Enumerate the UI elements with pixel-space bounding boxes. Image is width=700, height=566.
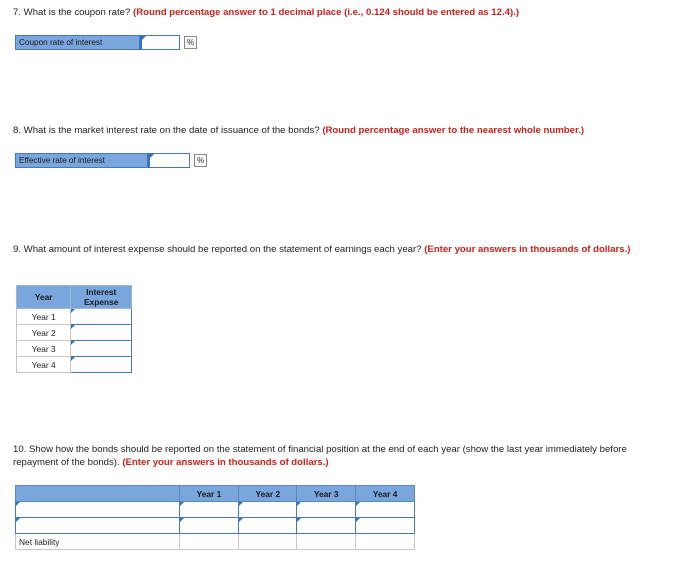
input-marker-icon <box>71 309 75 313</box>
year-label: Year 4 <box>17 357 71 373</box>
effective-rate-row <box>15 153 207 168</box>
coupon-rate-input[interactable] <box>140 35 180 50</box>
net-liability-value <box>297 534 356 550</box>
interest-expense-input[interactable] <box>71 309 132 325</box>
question-9-text: 9. What amount of interest expense should be reported on the statement of earnings each year? <box>13 244 425 255</box>
interest-expense-input[interactable] <box>71 357 132 373</box>
table-row <box>16 502 415 518</box>
coupon-rate-unit: % <box>184 36 197 49</box>
col-header-interest-expense: Interest Expense <box>71 286 132 309</box>
input-marker-icon <box>150 154 154 158</box>
coupon-rate-row <box>15 35 197 50</box>
input-marker-icon <box>71 341 75 345</box>
table-row <box>17 357 132 373</box>
net-liability-value <box>356 534 415 550</box>
col-header-year: Year <box>17 286 71 309</box>
input-marker-icon <box>356 518 360 522</box>
interest-expense-input[interactable] <box>71 341 132 357</box>
input-marker-icon <box>71 325 75 329</box>
value-input[interactable] <box>239 502 297 518</box>
row-label-input[interactable] <box>16 502 180 518</box>
input-marker-icon <box>180 502 184 506</box>
col-header-blank <box>16 486 180 502</box>
question-10 <box>13 443 643 469</box>
input-marker-icon <box>239 518 243 522</box>
year-label: Year 2 <box>17 325 71 341</box>
net-liability-value <box>179 534 239 550</box>
question-7-hint: (Round percentage answer to 1 decimal place (i.e., 0.124 should be entered as 12.4).) <box>133 7 520 18</box>
input-marker-icon <box>16 518 20 522</box>
question-9 <box>13 243 663 256</box>
question-9-hint: (Enter your answers in thousands of dollars.) <box>424 244 631 255</box>
table-row <box>16 534 415 550</box>
table-row <box>17 309 132 325</box>
table-row <box>16 518 415 534</box>
value-input[interactable] <box>179 502 239 518</box>
input-marker-icon <box>297 502 301 506</box>
input-marker-icon <box>180 518 184 522</box>
interest-expense-table <box>16 285 132 373</box>
value-input[interactable] <box>297 502 356 518</box>
col-header-year-1: Year 1 <box>179 486 239 502</box>
input-marker-icon <box>239 502 243 506</box>
year-label: Year 3 <box>17 341 71 357</box>
effective-rate-label: Effective rate of interest <box>15 153 148 168</box>
net-liability-value <box>239 534 297 550</box>
input-marker-icon <box>71 357 75 361</box>
question-8-text: 8. What is the market interest rate on the date of issuance of the bonds? <box>13 125 323 136</box>
year-label: Year 1 <box>17 309 71 325</box>
question-8 <box>13 124 584 137</box>
col-header-year-3: Year 3 <box>297 486 356 502</box>
question-7-text: 7. What is the coupon rate? <box>13 7 133 18</box>
value-input[interactable] <box>297 518 356 534</box>
table-row <box>17 325 132 341</box>
value-input[interactable] <box>356 502 415 518</box>
question-7 <box>13 6 519 19</box>
financial-position-table <box>15 485 415 550</box>
value-input[interactable] <box>356 518 415 534</box>
effective-rate-input[interactable] <box>148 153 190 168</box>
input-marker-icon <box>142 36 146 40</box>
interest-expense-input[interactable] <box>71 325 132 341</box>
question-10-hint: (Enter your answers in thousands of dollars.) <box>122 457 329 468</box>
net-liability-label: Net liability <box>16 534 180 550</box>
col-header-year-4: Year 4 <box>356 486 415 502</box>
question-8-hint: (Round percentage answer to the nearest whole number.) <box>322 125 585 136</box>
value-input[interactable] <box>179 518 239 534</box>
question-10-text: 10. Show how the bonds should be reported on the statement of financial position at the end of each year (show the last year immediately before repayment of the bonds). <box>13 444 627 468</box>
effective-rate-unit: % <box>194 154 207 167</box>
input-marker-icon <box>356 502 360 506</box>
input-marker-icon <box>297 518 301 522</box>
table-row <box>17 341 132 357</box>
coupon-rate-label: Coupon rate of interest <box>15 35 140 50</box>
value-input[interactable] <box>239 518 297 534</box>
col-header-year-2: Year 2 <box>239 486 297 502</box>
input-marker-icon <box>16 502 20 506</box>
row-label-input[interactable] <box>16 518 180 534</box>
